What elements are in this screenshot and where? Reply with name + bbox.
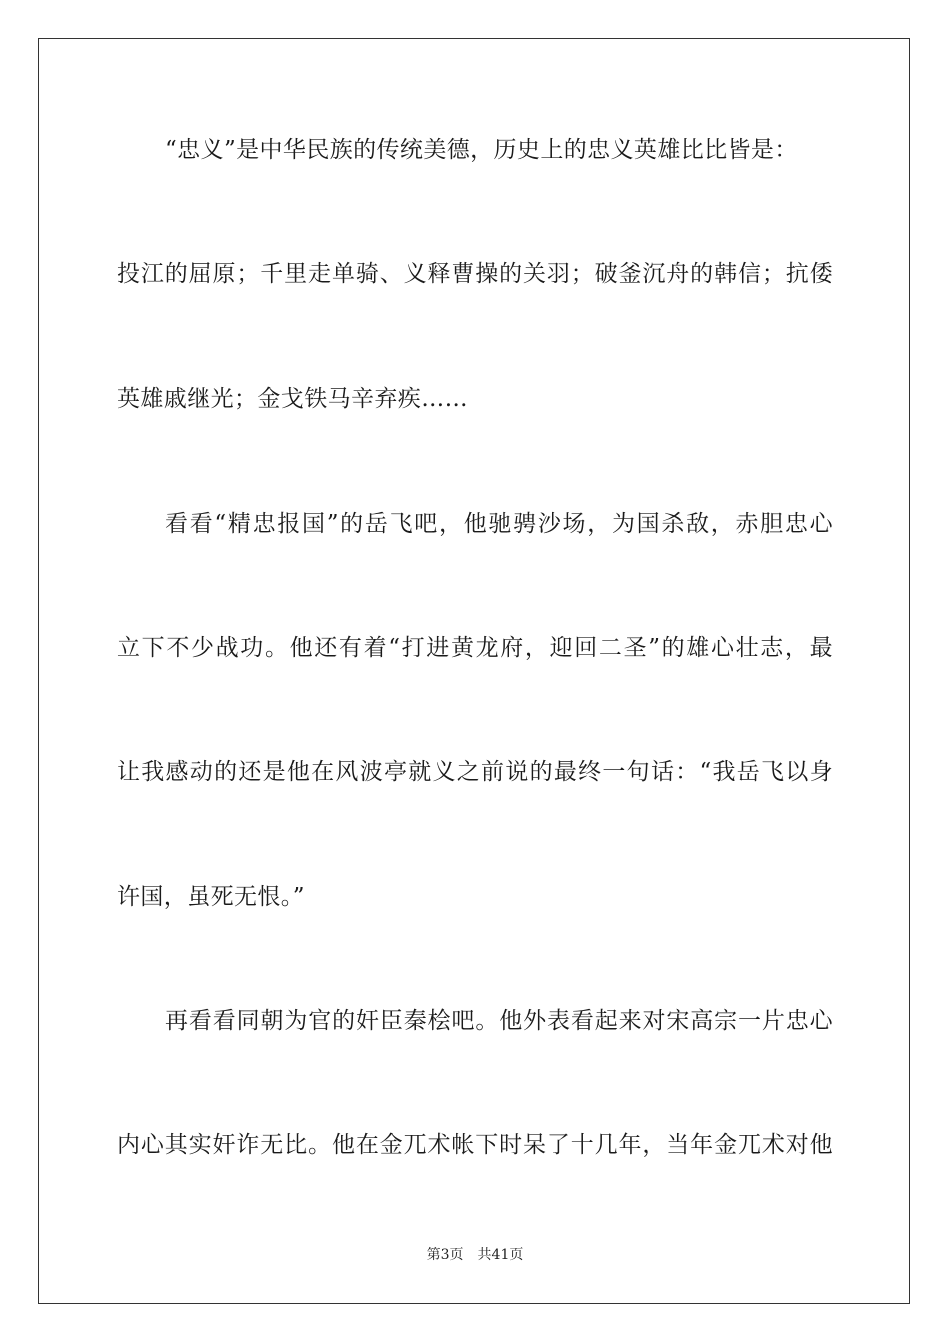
text-line-2: 投江的屈原；千里走单骑、义释曹操的关羽；破釜沉舟的韩信；抗倭 xyxy=(117,261,833,287)
text-line-3: 英雄戚继光；金戈铁马辛弃疾…… xyxy=(117,386,468,412)
text-line-4: 看看“精忠报国”的岳飞吧，他驰骋沙场，为国杀敌，赤胆忠心 xyxy=(165,511,833,537)
text-line-6: 让我感动的还是他在风波亭就义之前说的最终一句话：“我岳飞以身 xyxy=(117,759,833,785)
text-line-1: “忠义”是中华民族的传统美德，历史上的忠义英雄比比皆是： xyxy=(165,137,798,163)
text-line-9: 内心其实奸诈无比。他在金兀术帐下时呆了十几年，当年金兀术对他 xyxy=(117,1132,833,1158)
text-line-8: 再看看同朝为官的奸臣秦桧吧。他外表看起来对宋高宗一片忠心 xyxy=(165,1008,833,1034)
total-pages: 共41页 xyxy=(477,1247,524,1263)
text-line-5: 立下不少战功。他还有着“打进黄龙府，迎回二圣”的雄心壮志，最 xyxy=(117,635,833,661)
page-number: 第3页 xyxy=(426,1247,464,1263)
page-footer xyxy=(0,1244,950,1264)
page-frame xyxy=(38,38,910,1304)
text-line-7: 许国，虽死无恨。” xyxy=(117,884,305,910)
